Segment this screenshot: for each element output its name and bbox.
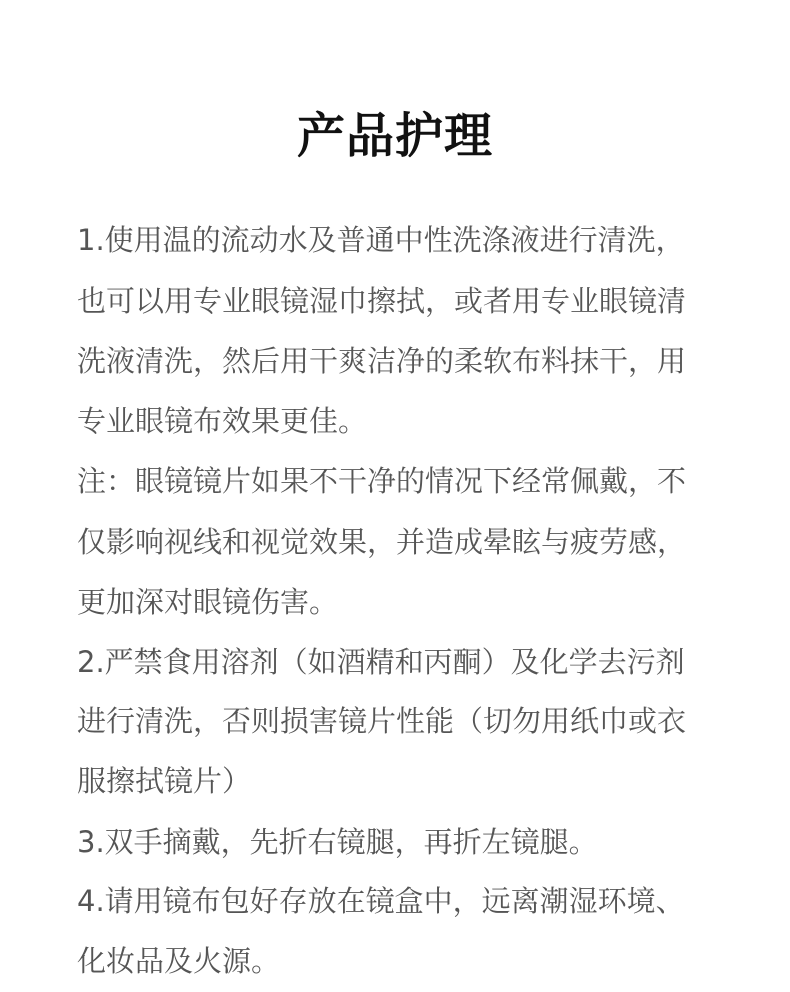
text-line: 进行清洗，否则损害镜片性能（切勿用纸巾或衣 — [77, 704, 687, 738]
text-line: 仅影响视线和视觉效果，并造成晕眩与疲劳感， — [77, 525, 687, 559]
text-line: 3.双手摘戴，先折右镜腿，再折左镜腿。 — [77, 825, 598, 859]
text-line: 化妆品及火源。 — [77, 944, 281, 978]
text-line: 注：眼镜镜片如果不干净的情况下经常佩戴，不 — [77, 464, 687, 498]
text-line: 更加深对眼镜伤害。 — [77, 585, 339, 619]
text-line: 专业眼镜布效果更佳。 — [77, 404, 368, 438]
text-line: 洗液清洗，然后用干爽洁净的柔软布料抹干，用 — [77, 344, 687, 378]
page-title: 产品护理 — [296, 108, 493, 164]
text-line: 4.请用镜布包好存放在镜盒中，远离潮湿环境、 — [77, 884, 685, 918]
text-line: 1.使用温的流动水及普通中性洗涤液进行清洗， — [77, 223, 685, 257]
text-line: 也可以用专业眼镜湿巾擦拭，或者用专业眼镜清 — [77, 284, 687, 318]
text-line: 服擦拭镜片） — [77, 764, 252, 798]
text-line: 2.严禁食用溶剂（如酒精和丙酮）及化学去污剂 — [77, 645, 685, 679]
